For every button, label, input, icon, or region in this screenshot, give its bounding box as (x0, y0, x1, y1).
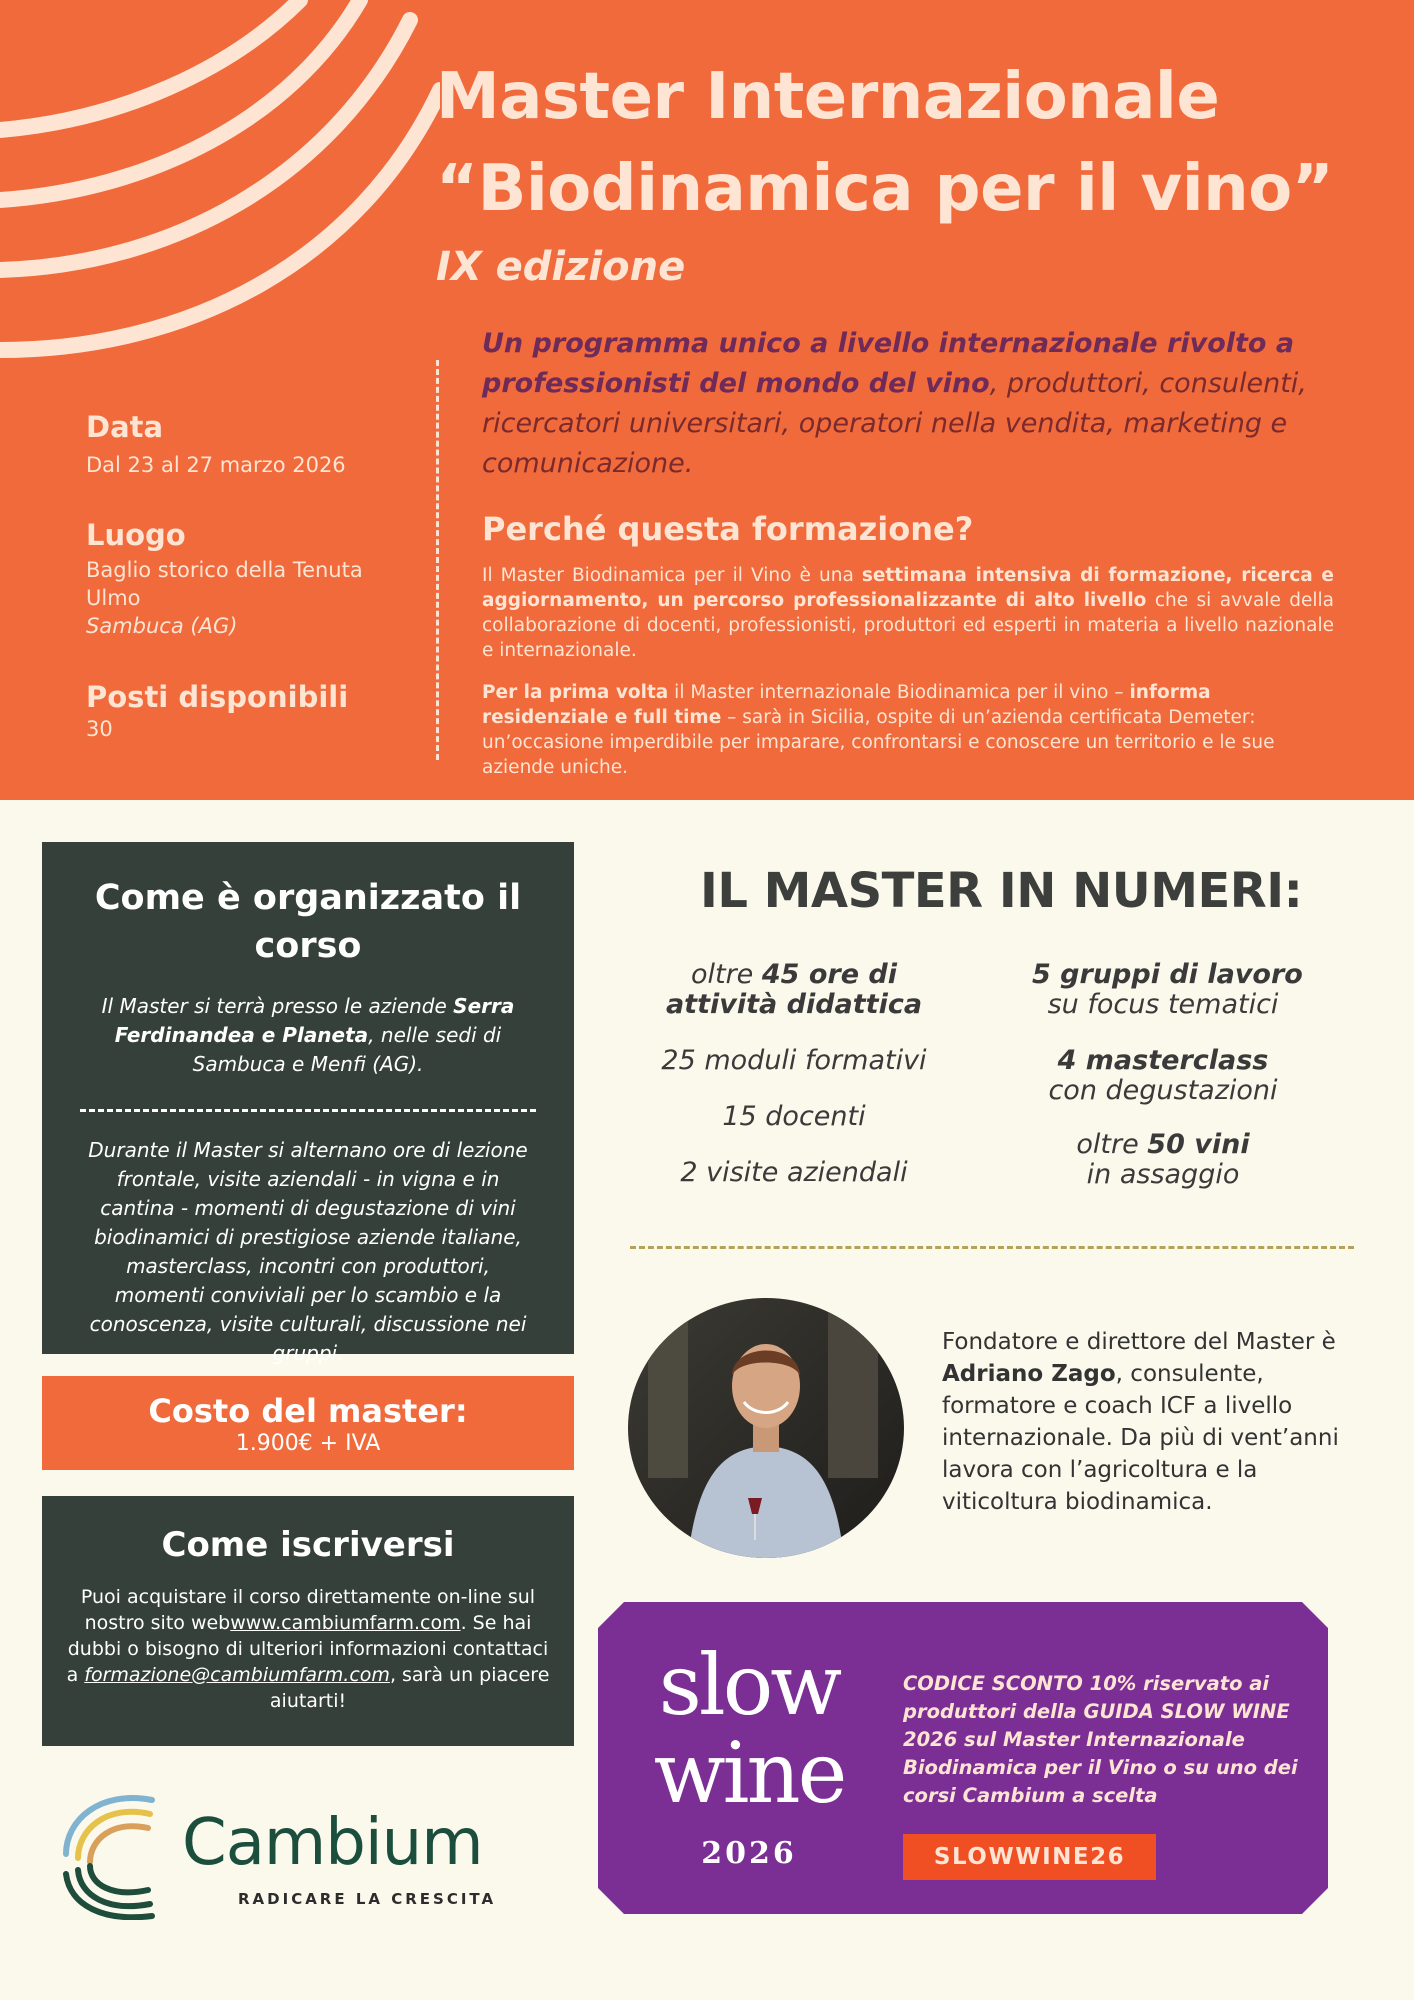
stat-wines-line2: in assaggio (1086, 1159, 1240, 1190)
org-p1-c: , nelle sedi di Sambuca e Menfi (AG). (192, 1023, 502, 1076)
cost-value: 1.900€ + IVA (235, 1431, 381, 1456)
org-p1-b: Serra Ferdinandea e Planeta (114, 994, 515, 1047)
header-banner (0, 0, 1414, 800)
signup-paragraph (64, 1584, 552, 1714)
stat-visits: 2 visite aziendali (680, 1157, 908, 1188)
slowwine-logo-wine: wine (653, 1724, 845, 1822)
stat-groups-line1: 5 gruppi di lavoro (1032, 959, 1303, 990)
discount-text: CODICE SCONTO 10% riservato ai produttori della GUIDA SLOW WINE 2026 sul Master Internazionale Biodinamica per il Vino o su uno dei corsi Cambium a scelta (903, 1672, 1298, 1807)
signup-text-a: Puoi acquistare il corso direttamente on-line sul nostro sito web (80, 1586, 536, 1634)
founder-text-b: , consulente, formatore e coach ICF a livello internazionale. Da più di vent’anni lavora con l’agricoltura e la viticoltura biodinamica. (942, 1361, 1339, 1515)
why-paragraph-2 (482, 680, 1334, 780)
email-link[interactable]: formazione@cambiumfarm.com (84, 1664, 390, 1686)
organization-paragraph-1 (88, 992, 528, 1079)
cost-box (42, 1376, 574, 1470)
why-p2-c: informa residenziale e full time (482, 682, 1211, 728)
date-label: Data (86, 410, 164, 444)
cost-title: Costo del master: (148, 1392, 468, 1430)
stat-wines (1032, 1130, 1294, 1190)
why-p1-c: che si avvale della collaborazione di docenti, professionisti, produttori ed esperti in materia a livello nazionale e internazionale. (482, 590, 1334, 661)
seats-label: Posti disponibili (86, 680, 349, 714)
place-line1: Baglio storico della Tenuta Ulmo (86, 558, 363, 610)
signup-text-b: . Se hai dubbi o bisogno di ulteriori informazioni contattaci a (66, 1612, 549, 1686)
dashed-separator (80, 1109, 536, 1112)
edition-label: IX edizione (436, 244, 686, 290)
main-title-line2: “Biodinamica per il vino” (436, 152, 1334, 226)
stat-hours-line2: attività didattica (665, 989, 923, 1020)
signup-text-c: , sarà un piacere aiutarti! (269, 1664, 550, 1712)
why-title: Perché questa formazione? (482, 510, 974, 548)
slowwine-logo-year: 2026 (701, 1836, 797, 1871)
organization-paragraph-2: Durante il Master si alternano ore di lezione frontale, visite aziendali - in vigna e in cantina - momenti di degustazione di vini biodinamici di prestigiose aziende italiane, masterclass, incontri con produttori, momenti conviviali per lo scambio e la conoscenza, visite culturali, discussione nei gruppi. (88, 1138, 528, 1365)
founder-photo (628, 1298, 904, 1558)
why-p2-a: Per la prima volta (482, 682, 669, 703)
stat-masterclass-line1: 4 masterclass (1057, 1045, 1269, 1076)
stat-groups-line2: su focus tematici (1047, 989, 1279, 1020)
organization-title: Come è organizzato il corso (94, 878, 522, 966)
website-link[interactable]: www.cambiumfarm.com (230, 1612, 461, 1634)
numbers-title: IL MASTER IN NUMERI: (700, 863, 1303, 919)
cambium-logo-icon (60, 1780, 160, 1920)
stat-wines-num: 50 vini (1147, 1129, 1250, 1160)
stat-modules: 25 moduli formativi (661, 1045, 927, 1076)
why-paragraph-1 (482, 563, 1334, 663)
stat-wines-pre: oltre (1076, 1129, 1148, 1160)
gold-dashed-divider (630, 1246, 1354, 1249)
organization-box (42, 842, 574, 1365)
stat-groups (1032, 959, 1303, 1020)
main-title-line1: Master Internazionale (436, 60, 1220, 134)
stat-teachers: 15 docenti (722, 1101, 866, 1132)
intro-bold: Un programma unico a livello internazionale rivolto a professionisti del mondo del vino (482, 328, 1295, 399)
place-line2: Sambuca (AG) (86, 614, 238, 638)
why-p1-a: Il Master Biodinamica per il Vino è una (482, 565, 862, 586)
why-p2-d: – sarà in Sicilia, ospite di un’azienda certificata Demeter: un’occasione imperdibile per imparare, confrontarsi e conoscere un territorio e le sue aziende uniche. (482, 707, 1275, 778)
stat-hours-pre: oltre (690, 959, 762, 990)
stat-hours-num: 45 ore di (761, 959, 898, 990)
founder-paragraph (942, 1326, 1342, 1518)
brand-name: Cambium (182, 1806, 483, 1880)
intro-rest: , produttori, consulenti, ricercatori universitari, operatori nella vendita, marketing e comunicazione. (482, 368, 1307, 479)
signup-box (42, 1496, 574, 1746)
dashed-divider (436, 360, 439, 760)
discount-code: SLOWWINE26 (903, 1834, 1156, 1880)
date-value: Dal 23 al 27 marzo 2026 (86, 453, 346, 477)
place-value (86, 556, 376, 640)
signup-title: Come iscriversi (161, 1525, 455, 1565)
place-label: Luogo (86, 518, 186, 552)
decorative-swirl-icon (0, 0, 440, 420)
why-p1-b: settimana intensiva di formazione, ricerca e aggiornamento, un percorso professionalizzante di alto livello (482, 565, 1334, 611)
stat-masterclass-line2: con degustazioni (1048, 1075, 1278, 1106)
why-p2-b: il Master internazionale Biodinamica per il vino – (668, 682, 1130, 703)
founder-text-a: Fondatore e direttore del Master è (942, 1329, 1336, 1355)
org-p1-a: Il Master si terrà presso le aziende (101, 994, 454, 1018)
stat-hours (664, 960, 924, 1020)
slowwine-logo-slow: slow (658, 1636, 840, 1734)
stat-masterclass (1032, 1046, 1294, 1106)
seats-value: 30 (86, 717, 113, 741)
founder-name: Adriano Zago (942, 1361, 1116, 1387)
brand-tagline: RADICARE LA CRESCITA (238, 1890, 497, 1908)
intro-paragraph (482, 324, 1317, 484)
